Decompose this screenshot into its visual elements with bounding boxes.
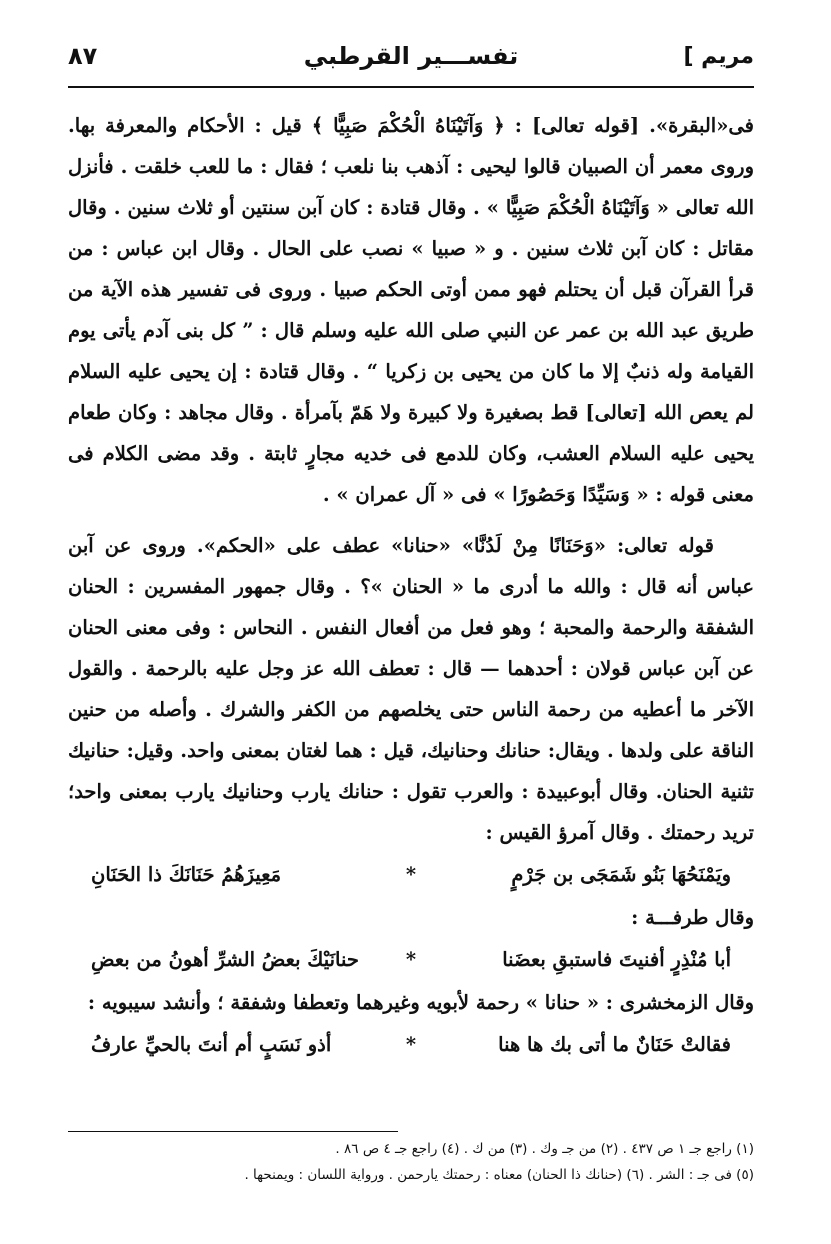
paragraph-1: فى«البقرة». [قوله تعالى] : ﴿ وَآتَيْنَاهُ الْحُكْمَ صَبِيًّا ﴾ قيل : الأحكام والمعرفة بها. وروى معمر أن الصبيان قالوا ليحيى : آذهب بنا نلعب ؛ فقال : ما للعب خلقت . فأنزل الله تعالى « وَآتَيْنَاهُ الْحُكْمَ صَبِيًّا » . وقال قتادة : كان آبن سنتين أو ثلاث سنين . وقال مقاتل : كان آبن ثلاث سنين . و « صبيا » نصب على الحال . وقال ابن عباس : من قرأ القرآن قبل أن يحتلم فهو ممن أوتى الحكم صبيا . وروى فى تفسير هذه الآية من طريق عبد الله بن عمر عن النبي صلى الله عليه وسلم قال : ” كل بنى آدم يأتى يوم القيامة وله ذنبٌ إلا ما كان من يحيى بن زكريا “ . وقال قتادة : إن يحيى عليه السلام لم يعص الله [تعالى] قط بصغيرة ولا كبيرة ولا هَمّ بآمرأة . وقال مجاهد : وكان طعام يحيى عليه السلام العشب، وكان للدمع فى خديه مجارٍ ثابتة . وقد مضى الكلام فى معنى قوله : « وَسَيِّدًا وَحَصُورًا » فى « آل عمران » .	[68, 114, 754, 506]
paragraph-2: قوله تعالى: «وَحَنَانًا مِنْ لَدُنَّا» «حنانا» عطف على «الحكم». وروى عن آبن عباس أنه قال : والله ما أدرى ما « الحنان »؟ . وقال جمهور المفسرين : الحنان الشفقة والرحمة والمحبة ؛ وهو فعل من أفعال النفس . النحاس : وفى معنى الحنان عن آبن عباس قولان : أحدهما — قال : تعطف الله عز وجل عليه بالرحمة . والقول الآخر ما أعطيه من رحمة الناس حتى يخلصهم من الكفر والشرك . وأصله من حنين الناقة على ولدها . ويقال: حنانك وحنانيك، قيل : هما لغتان بمعنى واحد. وقيل: حنانيك تثنية الحنان. وقال أبوعبيدة : والعرب تقول : حنانك يارب وحنانيك يارب بمعنى واحد؛ تريد رحمتك . وقال آمرؤ القيس :	[68, 534, 754, 844]
verse-hemistich-right: فقالتْ حَنَانٌ ما أتى بك ها هنا	[498, 1033, 731, 1056]
verse-star: *	[405, 1033, 417, 1056]
header-rule	[68, 86, 754, 88]
verse-tarafa	[68, 938, 754, 982]
interlude-tarafa: وقال طرفـــة :	[631, 906, 754, 929]
verse-hemistich-left: مَعِيزَهُمُ حَنَانَكَ ذا الحَنَانِ	[91, 863, 282, 886]
verse-star: *	[405, 863, 417, 886]
verse-hemistich-right: أبا مُنْذِرٍ أفنيتَ فاستبقِ بعضَنا	[502, 948, 731, 971]
verse-star: *	[405, 948, 417, 971]
verse-hemistich-right: ويَمْنَحُهَا بَنُو شَمَجَى بن جَرْمٍ	[511, 863, 731, 886]
verse-hemistich-left: حنانَيْكَ بعضُ الشرِّ أهونُ من بعضِ	[91, 948, 359, 971]
footnote-line-1: (١) راجع جـ ١ ص ٤٣٧ . (٢) من جـ وك . (٣) من ك . (٤) راجع جـ ٤ ص ٨٦ .	[335, 1141, 754, 1157]
book-title: تفســـير القرطبي	[303, 42, 519, 70]
page-header	[68, 38, 754, 82]
page-number: ٨٧	[68, 42, 98, 70]
footnote-line-2: (٥) فى جـ : الشر . (٦) (حنانك ذا الحنان) معناه : رحمتك يارحمن . ورواية اللسان : ويمنحها .	[244, 1167, 754, 1183]
verse-hemistich-left: أذو نَسَبٍ أم أنتَ بالحيِّ عارفُ	[91, 1033, 332, 1056]
verse-imru-al-qais	[68, 853, 754, 897]
footnotes	[68, 1136, 754, 1188]
verse-sibawayh	[68, 1023, 754, 1067]
surah-name: مريم ]	[683, 44, 754, 69]
main-text	[68, 105, 754, 1067]
footnote-rule	[68, 1131, 398, 1132]
zamakhshari-text: وقال الزمخشرى : « حنانا » رحمة لأبويه وغيرهما وتعطفا وشفقة ؛ وأنشد سيبويه :	[87, 991, 754, 1014]
